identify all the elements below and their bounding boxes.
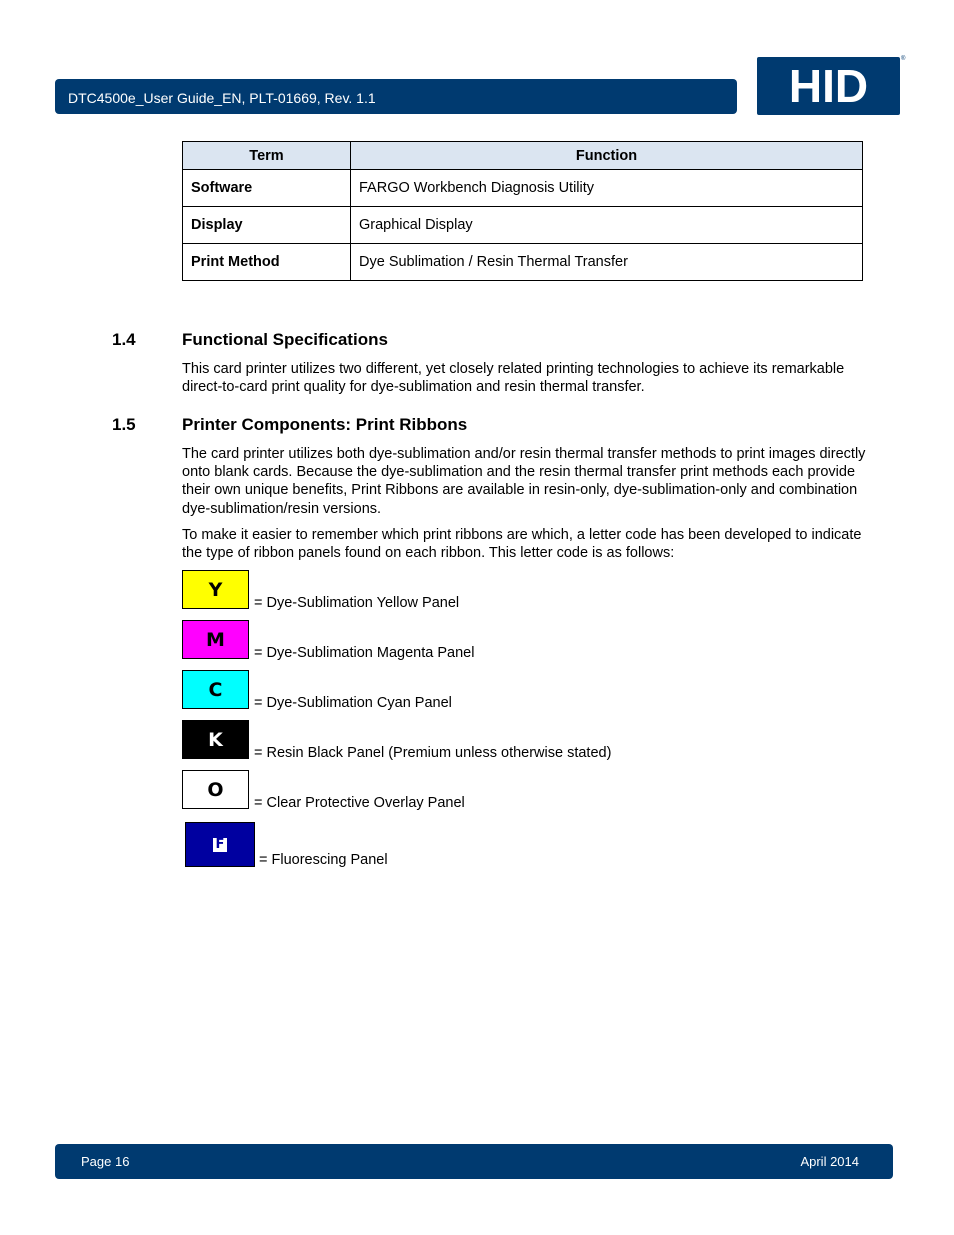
black-panel-label: = Resin Black Panel (Premium unless otherwise stated): [254, 745, 612, 761]
function-cell: FARGO Workbench Diagnosis Utility: [351, 170, 863, 207]
header-bar: [55, 79, 737, 114]
registered-mark: ®: [901, 56, 906, 62]
logo-text: HID: [788, 60, 869, 112]
table-row: [183, 244, 863, 281]
term-cell: Print Method: [183, 244, 351, 281]
section-1-4-number: 1.4: [112, 330, 136, 349]
section-1-4-title: Functional Specifications: [182, 330, 388, 349]
overlay-panel-swatch: O: [182, 770, 249, 809]
cyan-panel-label: = Dye-Sublimation Cyan Panel: [254, 695, 452, 711]
yellow-panel-label: = Dye-Sublimation Yellow Panel: [254, 595, 460, 611]
section-1-5-number: 1.5: [112, 415, 136, 434]
fluorescing-panel-swatch: [185, 822, 255, 867]
column-header-term: Term: [183, 142, 351, 170]
magenta-panel-label: = Dye-Sublimation Magenta Panel: [254, 645, 475, 661]
footer-bar: [55, 1144, 893, 1179]
table-row: [183, 207, 863, 244]
cyan-panel-swatch: C: [182, 670, 249, 709]
page-number: Page 16: [81, 1154, 130, 1169]
function-cell: Dye Sublimation / Resin Thermal Transfer: [351, 244, 863, 281]
fluorescing-letter: F: [213, 838, 227, 852]
section-1-5-title: Printer Components: Print Ribbons: [182, 415, 468, 434]
table-row: [183, 170, 863, 207]
yellow-panel-swatch: Y: [182, 570, 249, 609]
function-cell: Graphical Display: [351, 207, 863, 244]
column-header-function: Function: [351, 142, 863, 170]
term-cell: Software: [183, 170, 351, 207]
section-1-4-body: This card printer utilizes two different, yet closely related printing technologies to achieve its remarkable direct-to-card print quality for dye-sublimation and resin thermal transfer.: [182, 361, 845, 396]
document-title: DTC4500e_User Guide_EN, PLT-01669, Rev. 1.1: [68, 90, 376, 106]
footer-date: April 2014: [800, 1154, 859, 1169]
section-1-5-body-2: To make it easier to remember which print ribbons are which, a letter code has been developed to indicate the type of ribbon panels found on each ribbon. This letter code is as follows:: [182, 527, 862, 562]
term-cell: Display: [183, 207, 351, 244]
terms-table: [182, 141, 863, 281]
fluorescing-panel-label: = Fluorescing Panel: [259, 852, 388, 868]
magenta-panel-swatch: M: [182, 620, 249, 659]
black-panel-swatch: K: [182, 720, 249, 759]
hid-logo: [757, 57, 900, 115]
section-1-5-body-1: The card printer utilizes both dye-sublimation and/or resin thermal transfer methods to print images directly onto blank cards. Because the dye-sublimation and the resin thermal transfer print methods each provide their own unique benefits, Print Ribbons are available in resin-only, dye-sublimation-only and combination dye-sublimation/resin versions.: [182, 446, 866, 517]
overlay-panel-label: = Clear Protective Overlay Panel: [254, 795, 465, 811]
